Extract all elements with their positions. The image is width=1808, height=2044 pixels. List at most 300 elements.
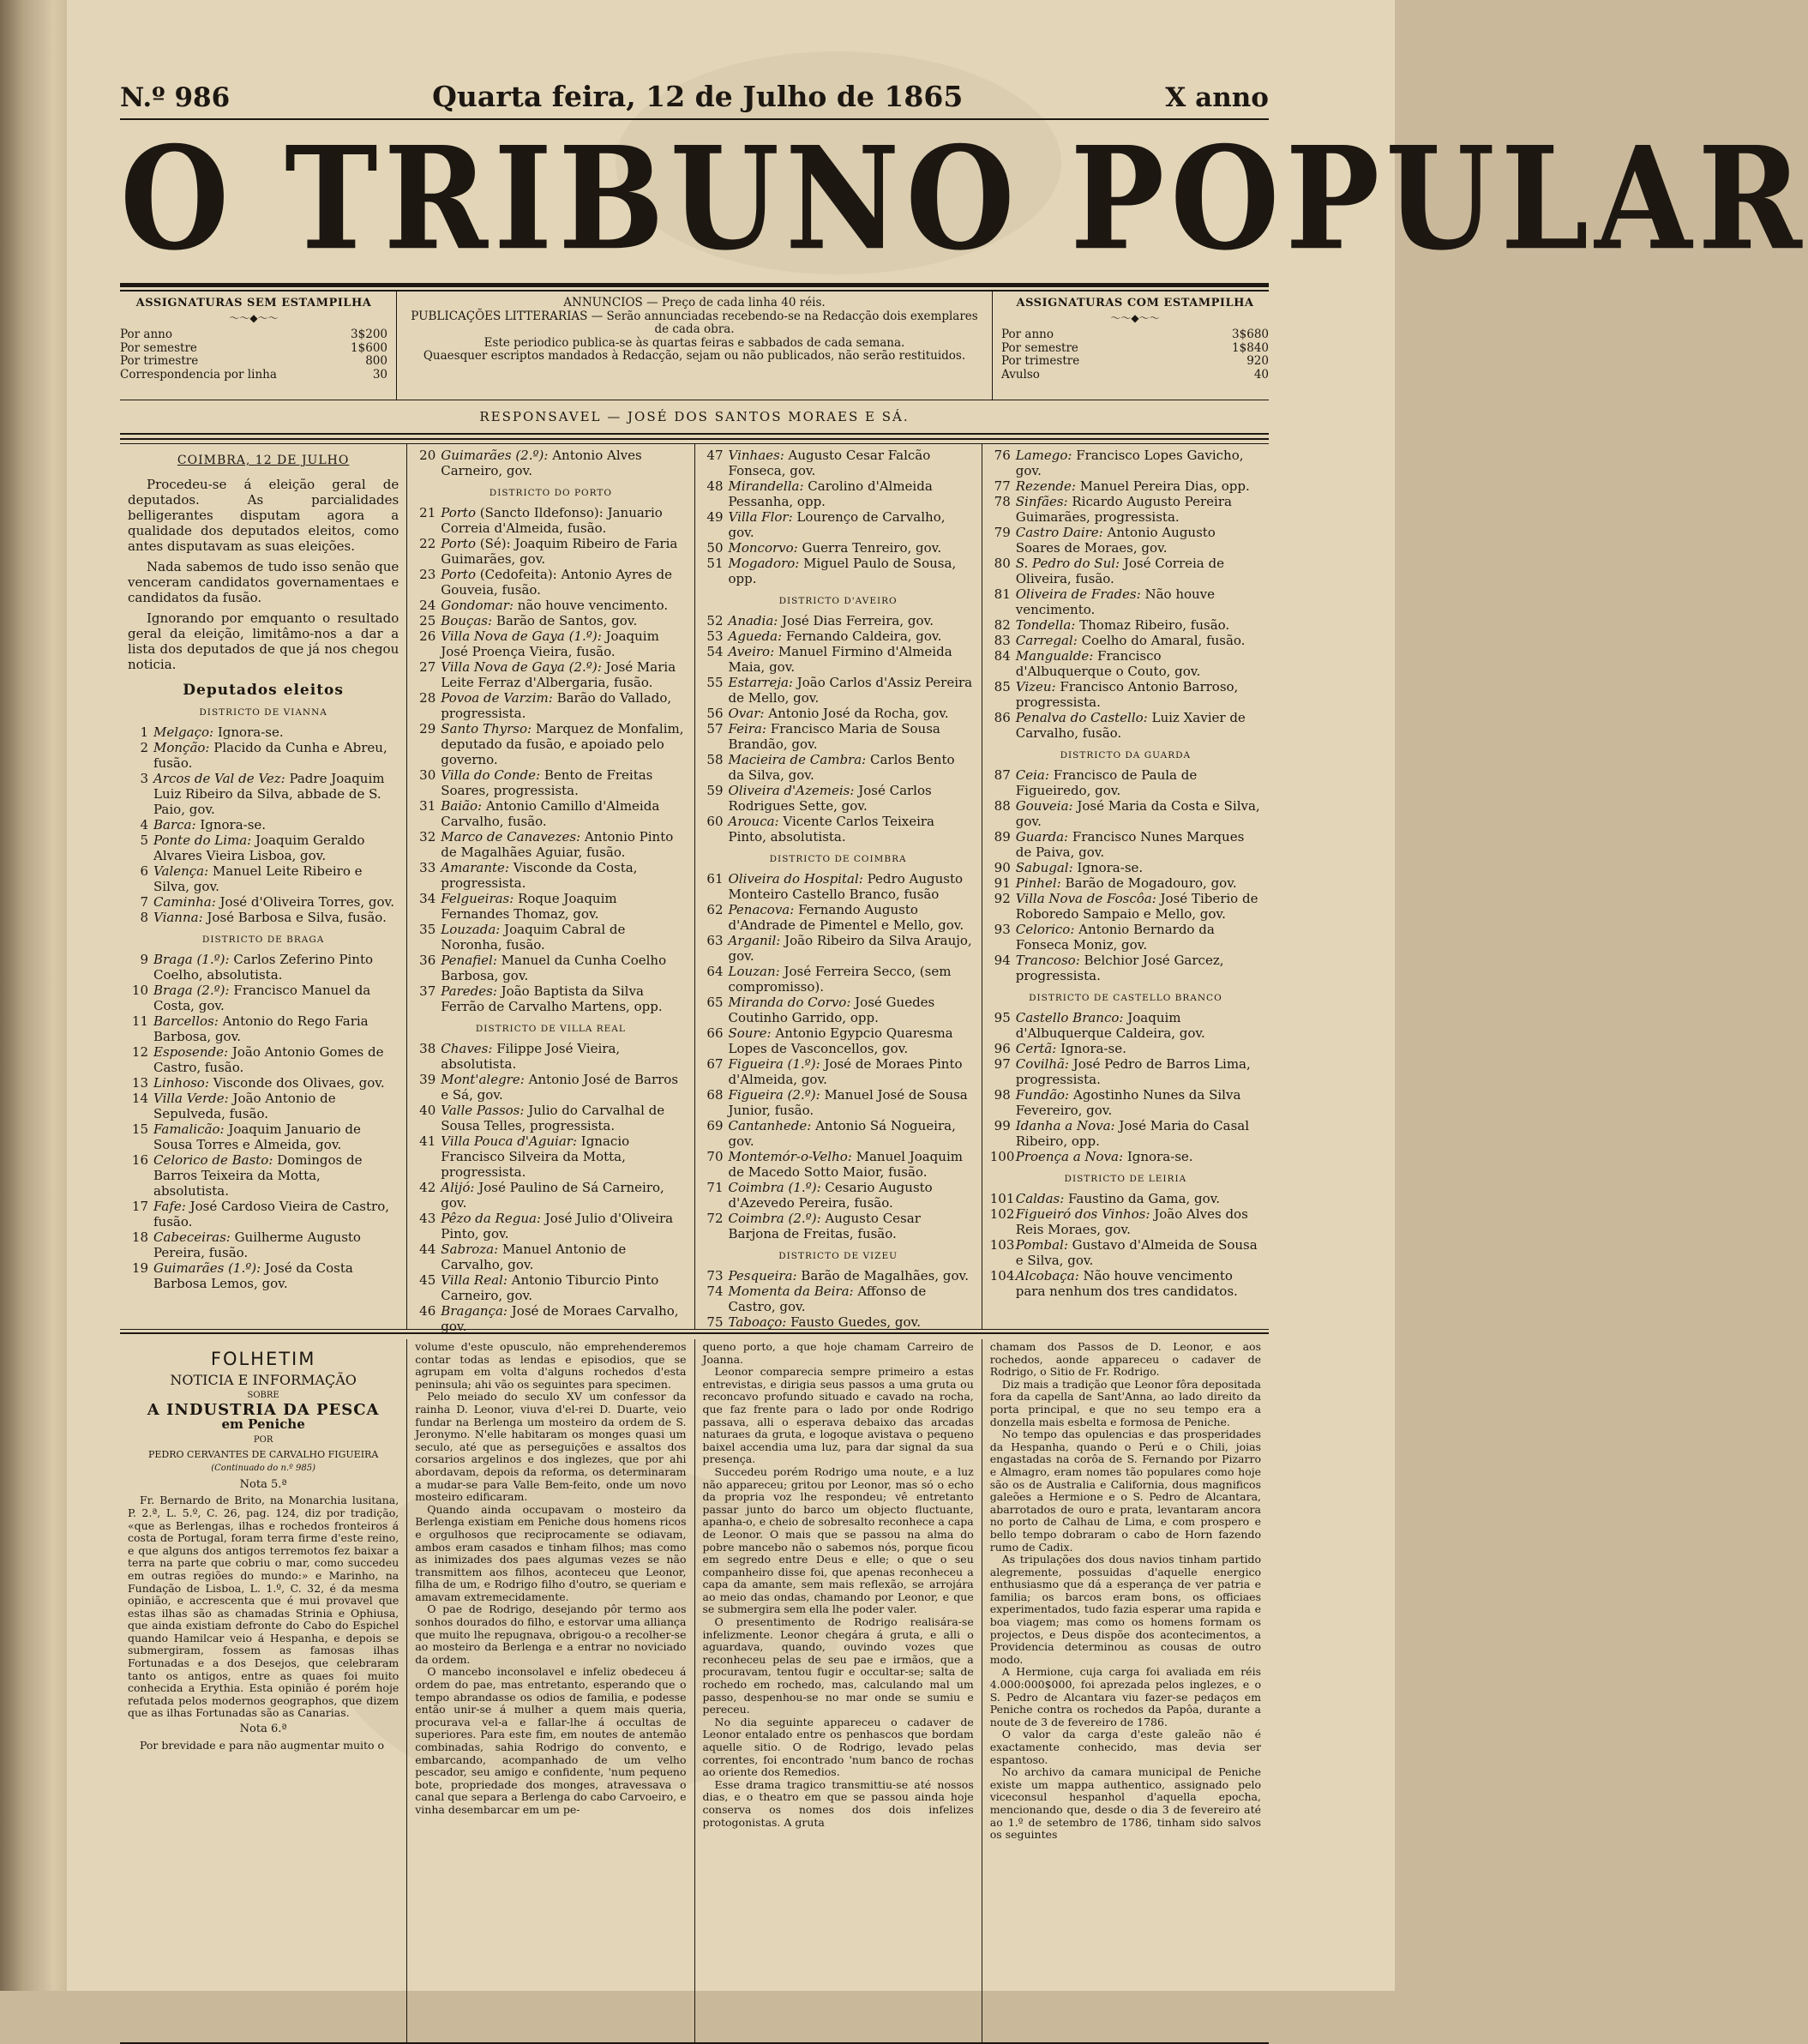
entry-text [441, 922, 686, 953]
folhetim-paragraph: Por brevidade e para não augmentar muito o [140, 1738, 385, 1752]
deputy-entry [415, 536, 686, 567]
deputy-result: Agostinho Nunes da Silva Fevereiro, gov. [1015, 1087, 1241, 1118]
deputy-entry [990, 679, 1261, 710]
deputy-entry [990, 767, 1261, 798]
deputy-result: Antonio José de Barros e Sá, gov. [441, 1072, 679, 1103]
entry-text [1016, 586, 1261, 617]
deputy-entry [415, 659, 686, 690]
entry-number: 29 [419, 721, 436, 736]
deputy-result: Carlos Bento da Silva, gov. [728, 752, 955, 783]
entry-text [153, 1199, 399, 1229]
deputy-entry [128, 771, 399, 817]
constituency: Guarda: [1015, 829, 1069, 845]
responsible-editor: RESPONSAVEL — JOSÉ DOS SANTOS MORAES E SÁ. [479, 409, 910, 424]
deputy-result: Faustino da Gama, gov. [1068, 1191, 1221, 1206]
deputy-result: Fausto Guedes, gov. [790, 1314, 921, 1330]
entry-number: 35 [419, 922, 436, 937]
entry-number: 7 [140, 894, 148, 910]
folhetim-section [120, 1339, 1269, 2044]
column-1 [120, 444, 406, 1329]
deputy-result: José Guedes Coutinho Garrido, opp. [728, 995, 935, 1025]
entry-number: 51 [706, 556, 724, 571]
entry-text [729, 509, 974, 540]
entry-number: 1 [140, 724, 148, 740]
deputy-result: Francisco Manuel da Costa, gov. [153, 983, 371, 1013]
folhetim-paragraph: Diz mais a tradição que Leonor fôra depositada fora da capella de Sant'Anna, ao lado direito da porta principal, e que no seu tempo era a donzella mais esbelta e formosa de Peniche. [989, 1377, 1261, 1428]
deputy-result: José d'Oliveira Torres, gov. [219, 894, 394, 910]
price-row [1001, 342, 1269, 356]
constituency: Tondella: [1015, 617, 1076, 633]
deputy-entry [990, 953, 1261, 983]
deputy-result: Antonio Tiburcio Pinto Carneiro, gov. [441, 1272, 659, 1303]
constituency: Penafiel: [441, 953, 497, 968]
deputy-entry [128, 1152, 399, 1199]
deputy-result: Não houve vencimento. [1015, 586, 1216, 617]
deputy-entry [703, 1056, 974, 1087]
deputy-list [415, 448, 686, 478]
folhetim-place: em Peniche [221, 1416, 305, 1433]
entry-number: 15 [131, 1121, 148, 1137]
constituency: Pinhel: [1015, 875, 1061, 891]
manuscripts-policy: Quaesquer escriptos mandados à Redacção, sejam ou não publicados, não serão restituidos. [423, 349, 966, 363]
district-heading: DISTRICTO DE VILLA REAL [475, 1024, 626, 1034]
deputy-entry [128, 817, 399, 833]
constituency: Famalicão: [153, 1121, 225, 1137]
constituency: Celorico: [1015, 922, 1075, 937]
entry-number: 10 [131, 983, 148, 998]
deputy-entry [128, 724, 399, 740]
deputy-result: Barão do Vallado, progressista. [441, 690, 672, 721]
entry-text [1016, 1149, 1261, 1164]
editor-rule [120, 433, 1269, 440]
entry-text [441, 1103, 686, 1133]
deputy-entry [703, 1180, 974, 1211]
newspaper-sheet [120, 77, 1808, 2044]
district-heading: DISTRICTO DE CASTELLO BRANCO [1029, 993, 1222, 1003]
subscriptions-left-heading: ASSIGNATURAS SEM ESTAMPILHA [135, 297, 372, 310]
constituency: Villa Real: [441, 1272, 508, 1288]
entry-number: 74 [706, 1284, 724, 1299]
entry-text [153, 1075, 399, 1091]
deputy-result: Francisco d'Albuquerque o Couto, gov. [1015, 648, 1201, 679]
entry-text [729, 964, 974, 995]
constituency: Amarante: [441, 860, 509, 875]
deputy-entry [703, 933, 974, 964]
deputy-result: Joaquim José Proença Vieira, fusão. [441, 628, 659, 659]
deputy-entry [990, 1191, 1261, 1206]
entry-text [729, 1211, 974, 1241]
constituency: Mont'alegre: [441, 1072, 525, 1087]
constituency: Fafe: [153, 1199, 186, 1214]
deputy-entry [703, 1025, 974, 1056]
deputy-result: Visconde da Costa, progressista. [441, 860, 638, 891]
deputy-result: Barão de Mogadouro, gov. [1065, 875, 1237, 891]
deputy-entry [703, 644, 974, 675]
entry-number: 22 [419, 536, 436, 551]
deputy-entry [990, 875, 1261, 891]
constituency: Penacova: [728, 902, 795, 917]
deputy-entry [415, 1241, 686, 1272]
entry-text [729, 783, 974, 814]
deputy-result: Affonso de Castro, gov. [728, 1284, 927, 1314]
entry-number: 56 [706, 706, 724, 721]
entry-text [1016, 1268, 1261, 1299]
entry-number: 36 [419, 953, 436, 968]
deputy-result: Ignora-se. [1060, 1041, 1126, 1056]
deputy-entry [990, 891, 1261, 922]
entry-number: 30 [419, 767, 436, 783]
price-row [120, 355, 387, 369]
constituency: Chaves: [441, 1041, 493, 1056]
entry-number: 37 [419, 983, 436, 999]
deputy-entry [703, 902, 974, 933]
constituency: Pesqueira: [728, 1268, 797, 1284]
folhetim-subject: A INDUSTRIA DA PESCA [147, 1400, 380, 1419]
entry-text [153, 1091, 399, 1121]
entry-text [1016, 875, 1261, 891]
deputy-result: Manuel Leite Ribeiro e Silva, gov. [153, 863, 363, 894]
entry-number: 11 [131, 1013, 148, 1029]
deputy-entry [415, 598, 686, 613]
deputy-result: Manuel da Cunha Coelho Barbosa, gov. [441, 953, 667, 983]
entry-number: 81 [994, 586, 1011, 602]
entry-number: 47 [706, 448, 724, 463]
deputy-entry [128, 833, 399, 863]
constituency: Caminha: [153, 894, 216, 910]
entry-text [441, 953, 686, 983]
deputy-entry [128, 1229, 399, 1260]
entry-number: 44 [419, 1241, 436, 1257]
entry-text [153, 1044, 399, 1075]
deputy-result: Guerra Tenreiro, gov. [802, 540, 942, 556]
constituency: Villa do Conde: [441, 767, 541, 783]
deputy-result: Carlos Zeferino Pinto Coelho, absolutista. [153, 952, 374, 983]
deputy-result: Miguel Paulo de Sousa, opp. [728, 556, 957, 586]
deputy-entry [703, 871, 974, 902]
deputy-result: José Ferreira Secco, (sem compromisso). [728, 964, 952, 995]
entry-number: 58 [706, 752, 724, 767]
constituency: Guimarães (2.º): [441, 448, 549, 463]
deputy-result: (Sé): Joaquim Ribeiro de Faria Guimarães, gov. [441, 536, 678, 567]
deputy-result: Visconde dos Olivaes, gov. [213, 1075, 385, 1091]
entry-text [153, 894, 399, 910]
price-label: Por semestre [120, 340, 197, 355]
deputy-result: José Dias Ferreira, gov. [782, 613, 934, 628]
issue-year: X anno [1165, 82, 1269, 113]
deputy-result: Ricardo Augusto Pereira Guimarães, progressista. [1015, 494, 1232, 525]
deputy-result: Antonio Sá Nogueira, gov. [728, 1118, 956, 1149]
constituency: Castro Daire: [1015, 525, 1103, 540]
constituency: Momenta da Beira: [728, 1284, 854, 1299]
entry-number: 16 [131, 1152, 148, 1168]
deputy-result: (Cedofeita): Antonio Ayres de Gouveia, fusão. [441, 567, 672, 598]
constituency: Bragança: [441, 1303, 508, 1319]
constituency: Villa Nova de Foscôa: [1015, 891, 1156, 906]
entry-text [1016, 617, 1261, 633]
deputy-entry [415, 1211, 686, 1241]
entry-number: 64 [706, 964, 724, 979]
folhetim-paragraph: O mancebo inconsolavel e infeliz obedeceu á ordem do pae, mas entretanto, esperando que o tempo abrandasse os odios de familia, e podesse então unir-se á mulher a quem mais queria, procurava vel-a e fallar-lhe á occultas de superiores. Para este fim, em noutes de antemão combinadas, sahia Rodrigo do convento, e embarcando, acompanhado de um velho pescador, seu amigo e confidente, 'num pequeno bote, propriedade dos monges, atravessava o canal que separa a Berlenga do cabo Carvoeiro, e vinha desembarcar em um pe- [415, 1665, 687, 1816]
constituency: Sabroza: [441, 1241, 499, 1257]
deputy-result: Joaquim d'Albuquerque Caldeira, gov. [1015, 1010, 1205, 1041]
deputy-result: Barão de Santos, gov. [496, 613, 638, 628]
entry-text [1016, 798, 1261, 829]
constituency: S. Pedro do Sul: [1015, 556, 1120, 571]
constituency: Alcobaça: [1015, 1268, 1079, 1284]
entry-text [729, 1268, 974, 1284]
entry-text [441, 690, 686, 721]
entry-number: 102 [989, 1206, 1015, 1222]
entry-number: 52 [706, 613, 724, 628]
constituency: Mogadoro: [728, 556, 800, 571]
deputy-entry [703, 964, 974, 995]
deputy-result: José Cardoso Vieira de Castro, fusão. [153, 1199, 389, 1229]
deputy-entry [415, 829, 686, 860]
constituency: Taboaço: [728, 1314, 787, 1330]
constituency: Sabugal: [1015, 860, 1073, 875]
deputy-entry [415, 1272, 686, 1303]
deputy-list [128, 952, 399, 1291]
constituency: Bouças: [441, 613, 493, 628]
entry-text [153, 863, 399, 894]
deputy-entry [128, 894, 399, 910]
deputy-entry [128, 910, 399, 925]
deputy-entry [990, 1268, 1261, 1299]
deputy-result: José de Moraes Pinto d'Almeida, gov. [728, 1056, 963, 1087]
intro-paragraph: Nada sabemos de tudo isso senão que venceram candidatos governamentaes e candidatos da fusão. [128, 559, 399, 605]
deputy-entry [128, 983, 399, 1013]
entry-number: 46 [419, 1303, 436, 1319]
entry-text [441, 505, 686, 536]
price-label: Por anno [120, 328, 172, 341]
entry-text [1016, 953, 1261, 983]
deputy-result: João Baptista da Silva Ferrão de Carvalho Martens, opp. [441, 983, 663, 1014]
entry-number: 79 [994, 525, 1011, 540]
entry-number: 68 [706, 1087, 724, 1103]
deputy-result: Francisco Lopes Gavicho, gov. [1015, 448, 1244, 478]
entry-text [153, 952, 399, 983]
column-2 [406, 444, 694, 1334]
folhetim-column-4 [982, 1339, 1269, 2042]
entry-text [441, 983, 686, 1014]
entry-number: 27 [419, 659, 436, 675]
deputy-entry [990, 633, 1261, 648]
literary-publications: PUBLICAÇÕES LITTERARIAS — Serão annunciadas recebendo-se na Redacção dois exemplares de cada obra. [411, 309, 978, 336]
price-row [120, 369, 387, 382]
deputy-entry [703, 1211, 974, 1241]
entry-text [441, 1303, 686, 1334]
folhetim-paragraph: No dia seguinte appareceu o cadaver de Leonor entalado entre os penhascos que bordam aquelle sitio. O de Rodrigo, levado pelas correntes, foi encontrado 'num banco de rochas ao oriente dos Remedios. [702, 1715, 974, 1779]
deputy-entry [990, 829, 1261, 860]
constituency: Guimarães (1.º): [153, 1260, 261, 1276]
constituency: Coimbra (1.º): [728, 1180, 821, 1195]
entry-number: 72 [706, 1211, 724, 1226]
entry-number: 21 [419, 505, 436, 520]
entry-text [729, 1087, 974, 1118]
entry-text [153, 910, 399, 925]
flourish-icon: ～～◆～～ [1110, 311, 1160, 324]
constituency: Covilhã: [1015, 1056, 1069, 1072]
entry-number: 104 [989, 1268, 1015, 1284]
entry-number: 31 [419, 798, 436, 814]
deputy-entry [990, 922, 1261, 953]
price-value: 3$200 [351, 328, 387, 341]
entry-number: 42 [419, 1180, 436, 1195]
entry-number: 6 [140, 863, 148, 879]
deputy-entry [415, 1041, 686, 1072]
price-row [1001, 369, 1269, 382]
entry-number: 61 [706, 871, 724, 887]
entry-number: 66 [706, 1025, 724, 1041]
deputy-result: Antonio Pinto de Magalhães Aguiar, fusão. [441, 829, 674, 860]
folhetim-heading: FOLHETIM [210, 1349, 316, 1369]
entry-number: 3 [140, 771, 148, 786]
deputy-entry [990, 1149, 1261, 1164]
constituency: Ponte do Lima: [153, 833, 252, 848]
entry-number: 17 [131, 1199, 148, 1214]
entry-text [441, 1272, 686, 1303]
deputy-result: Manuel Firmino d'Almeida Maia, gov. [728, 644, 952, 675]
entry-number: 50 [706, 540, 724, 556]
constituency: Vinhaes: [728, 448, 784, 463]
entry-text [1016, 829, 1261, 860]
constituency: Penalva do Castello: [1015, 710, 1148, 725]
deputy-result: Julio do Carvalhal de Sousa Telles, progressista. [441, 1103, 665, 1133]
constituency: Ovar: [728, 706, 765, 721]
constituency: Valença: [153, 863, 209, 879]
price-value: 920 [1246, 354, 1269, 368]
deputy-list [415, 505, 686, 1014]
constituency: Mirandella: [728, 478, 804, 494]
deputy-entry [990, 798, 1261, 829]
deputy-result: Thomaz Ribeiro, fusão. [1079, 617, 1230, 633]
deputy-entry [703, 721, 974, 752]
folhetim-column-1 [120, 1339, 406, 2042]
entry-number: 12 [131, 1044, 148, 1060]
deputy-entry [703, 752, 974, 783]
constituency: Certã: [1015, 1041, 1057, 1056]
deputy-entry [128, 863, 399, 894]
deputy-result: Barão de Magalhães, gov. [801, 1268, 969, 1284]
district-heading: DISTRICTO DA GUARDA [1060, 750, 1192, 760]
deputy-result: Vicente Carlos Teixeira Pinto, absolutista. [728, 814, 934, 845]
entry-number: 48 [706, 478, 724, 494]
constituency: Arouca: [728, 814, 779, 829]
deputy-result: Augusto Cesar Falcão Fonseca, gov. [728, 448, 931, 478]
announcements-box [396, 292, 993, 400]
entry-text [729, 902, 974, 933]
folhetim-column-3 [694, 1339, 982, 2042]
deputy-result: Manuel José de Sousa Junior, fusão. [728, 1087, 968, 1118]
deputy-entry [415, 953, 686, 983]
entry-text [729, 628, 974, 644]
entry-number: 95 [994, 1010, 1011, 1025]
deputy-entry [990, 1206, 1261, 1237]
flourish-icon: ～～◆～～ [229, 311, 279, 324]
entry-text [153, 740, 399, 771]
constituency: Arcos de Val de Vez: [153, 771, 285, 786]
entry-text [1016, 633, 1261, 648]
district-heading: DISTRICTO DE BRAGA [201, 935, 325, 945]
entry-text [729, 706, 974, 721]
deputy-result: Ignora-se. [1077, 860, 1144, 875]
entry-text [729, 752, 974, 783]
deputy-entry [703, 814, 974, 845]
deputy-result: José de Moraes Carvalho, gov. [441, 1303, 679, 1334]
folhetim-sobre: SOBRE [247, 1391, 279, 1401]
folhetim-paragraph: Pelo meiado do seculo XV um confessor da rainha D. Leonor, viuva d'el-rei D. Duarte, veio fundar na Berlenga um mosteiro da ordem de S. Jeronymo. N'elle habitaram os monges quasi um seculo, até que as perseguições e assaltos dos corsarios argelinos e dos inglezes, que por ahi abordavam, depois da reforma, os determinaram a mudar-se para Valle Bem-feito, onde um novo mosteiro edificaram. [415, 1390, 687, 1504]
district-heading: DISTRICTO DE VIZEU [778, 1251, 898, 1261]
constituency: Villa Nova de Gaya (1.º): [441, 628, 602, 644]
entry-text [729, 613, 974, 628]
district-heading: DISTRICTO DE VIANNA [199, 707, 327, 718]
constituency: Povoa de Varzim: [441, 690, 553, 706]
entry-text [729, 1314, 974, 1330]
entry-text [441, 536, 686, 567]
entry-text [441, 1241, 686, 1272]
deputy-list [703, 1268, 974, 1330]
entry-number: 8 [140, 910, 148, 925]
entry-number: 60 [706, 814, 724, 829]
deputy-entry [990, 494, 1261, 525]
deputy-entry [415, 983, 686, 1014]
entry-text [1016, 556, 1261, 586]
entry-text [729, 556, 974, 586]
entry-number: 90 [994, 860, 1011, 875]
deputy-entry [415, 690, 686, 721]
constituency: Feira: [728, 721, 766, 736]
price-value: 30 [372, 367, 387, 382]
constituency: Cabeceiras: [153, 1229, 231, 1245]
election-columns [120, 443, 1269, 1334]
deputy-result: José Barbosa e Silva, fusão. [207, 910, 387, 925]
price-row [120, 328, 387, 342]
entry-text [153, 1013, 399, 1044]
entry-text [1016, 648, 1261, 679]
deputy-entry [415, 505, 686, 536]
deputy-entry [703, 509, 974, 540]
folhetim-author: PEDRO CERVANTES DE CARVALHO FIGUEIRA [147, 1448, 379, 1460]
deputy-entry [415, 1133, 686, 1180]
deputy-result: Filippe José Vieira, absolutista. [441, 1041, 621, 1072]
constituency: Celorico de Basto: [153, 1152, 273, 1168]
deputy-result: Antonio José da Rocha, gov. [768, 706, 949, 721]
deputy-entry [128, 1075, 399, 1091]
entry-number: 70 [706, 1149, 724, 1164]
price-label: Avulso [1001, 367, 1040, 382]
folhetim-paragraph: volume d'este opusculo, não emprehenderemos contar todas as lendas e episodios, que se agrupam em volta d'alguns rochedos d'esta peninsula; ahi vão os seguintes para specimen. [415, 1340, 687, 1391]
deputy-list [703, 613, 974, 845]
entry-number: 14 [131, 1091, 148, 1106]
constituency: Aveiro: [728, 644, 775, 659]
entry-number: 75 [706, 1314, 724, 1330]
price-value: 800 [365, 354, 387, 368]
entry-number: 54 [706, 644, 724, 659]
issue-date: Quarta feira, 12 de Julho de 1865 [432, 80, 964, 113]
folhetim-paragraph: Leonor comparecia sempre primeiro a estas entrevistas, e dirigia seus passos a uma gruta ou reconcavo profundo situado e cavado na rocha, que faz frente para o lado por onde Rodrigo passava, alli o esperava debaixo das arcadas naturaes da gruta, e logoque avistava o pequeno baixel accendia uma luz, para dar signal da sua presença. [702, 1365, 974, 1466]
entry-text [1016, 679, 1261, 710]
constituency: Melgaço: [153, 724, 214, 740]
deputy-entry [415, 721, 686, 767]
deputy-entry [990, 617, 1261, 633]
binding-spine [0, 0, 67, 1991]
entry-text [729, 540, 974, 556]
constituency: Alijó: [441, 1180, 475, 1195]
entry-text [1016, 1206, 1261, 1237]
constituency: Monção: [153, 740, 210, 755]
constituency: Sinfães: [1015, 494, 1068, 509]
deputy-entry [990, 478, 1261, 494]
